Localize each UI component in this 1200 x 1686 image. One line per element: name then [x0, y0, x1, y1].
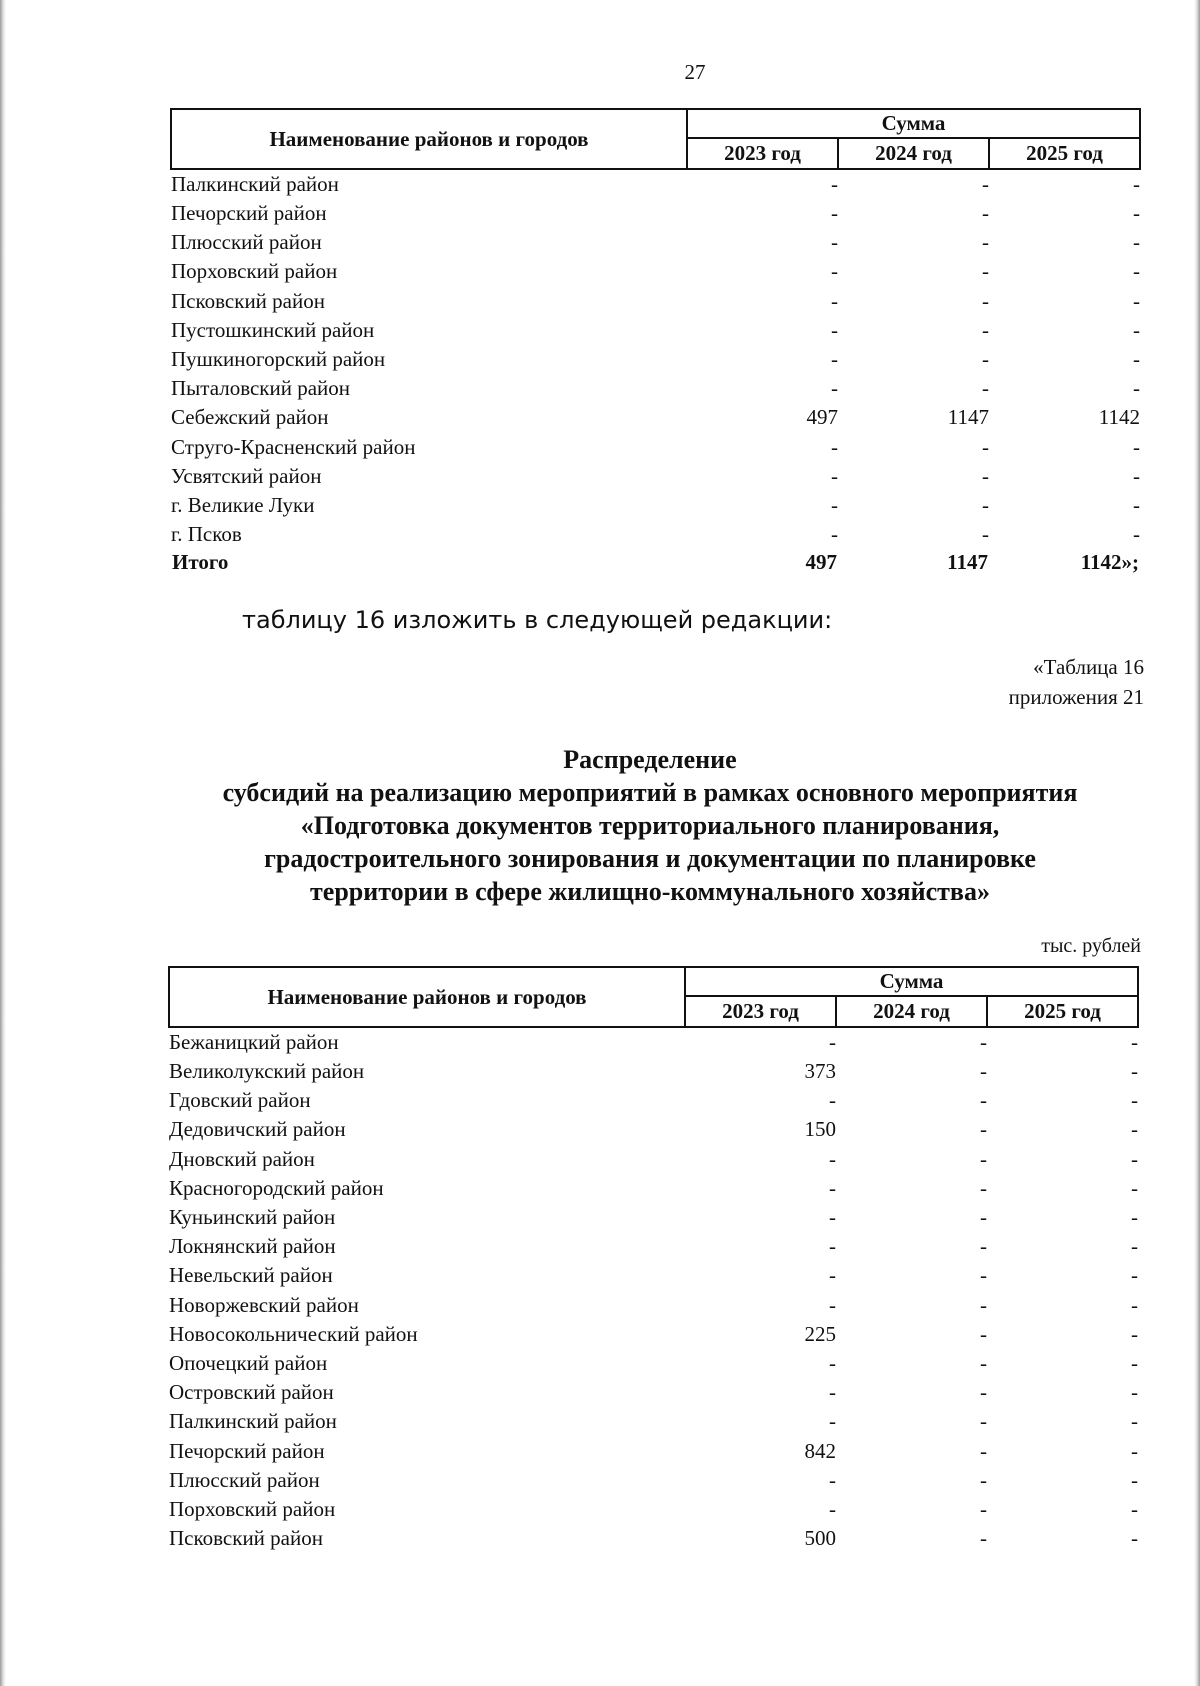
- table-row: [171, 491, 1140, 520]
- district-name-cell: г. Псков: [171, 522, 242, 547]
- value-2024-cell: -: [980, 1059, 987, 1084]
- district-name-cell: Палкинский район: [171, 172, 339, 196]
- district-name-cell: Печорский район: [169, 1438, 325, 1463]
- value-2024-cell: -: [982, 522, 989, 547]
- value-2023-cell: -: [831, 376, 838, 401]
- district-name-cell: Псковский район: [171, 288, 325, 313]
- district-name-cell: Порховский район: [171, 259, 338, 284]
- scan-edge-right: [1194, 0, 1200, 1686]
- value-2024-cell: -: [980, 1292, 987, 1317]
- table-row: [169, 1378, 1138, 1407]
- table-row: [171, 462, 1140, 491]
- table-row: [169, 1524, 1138, 1553]
- value-2024-cell: -: [982, 347, 989, 372]
- column-header-2023: 2023 год: [687, 138, 838, 169]
- table-row: [169, 1027, 1138, 1057]
- value-2023-cell: -: [829, 1409, 836, 1434]
- value-2024-cell: -: [982, 201, 989, 226]
- column-header-sum: Сумма: [685, 967, 1138, 996]
- district-name-cell: Новоржевский район: [169, 1292, 359, 1317]
- value-2025-cell: -: [1133, 201, 1141, 226]
- value-2025-cell: -: [1133, 434, 1141, 459]
- value-2024-cell: -: [980, 1438, 987, 1463]
- table-row: [169, 1145, 1138, 1174]
- table-row: [169, 1320, 1138, 1349]
- value-2023-cell: -: [829, 1350, 836, 1375]
- total-2024: 1147: [947, 550, 988, 575]
- value-2025-cell: -: [1131, 1526, 1139, 1551]
- district-name-cell: Невельский район: [169, 1263, 333, 1288]
- value-2023-cell: -: [829, 1380, 836, 1405]
- value-2023-cell: -: [829, 1205, 836, 1230]
- table-row: [171, 287, 1140, 316]
- value-2023-cell: -: [831, 317, 838, 342]
- units-label: тыс. рублей: [1041, 935, 1141, 957]
- table-row: [171, 199, 1140, 228]
- value-2025-cell: -: [1131, 1117, 1139, 1142]
- value-2024-cell: -: [980, 1467, 987, 1492]
- value-2024-cell: -: [982, 492, 989, 517]
- district-name-cell: Великолукский район: [169, 1059, 365, 1084]
- table-row: [169, 1057, 1138, 1086]
- value-2024-cell: -: [980, 1205, 987, 1230]
- district-name-cell: Псковский район: [169, 1526, 323, 1551]
- value-2024-cell: -: [980, 1321, 987, 1346]
- table-row: [171, 520, 1140, 549]
- subsidy-table-16: [168, 966, 1139, 1553]
- value-2024-cell: -: [980, 1380, 987, 1405]
- district-name-cell: Печорский район: [171, 201, 327, 226]
- column-header-2025: 2025 год: [989, 138, 1140, 169]
- table-row: [171, 228, 1140, 257]
- value-2023-cell: 497: [806, 405, 838, 430]
- table-row: [171, 345, 1140, 374]
- value-2025-cell: -: [1133, 172, 1141, 196]
- table-row: [169, 1115, 1138, 1144]
- value-2025-cell: -: [1131, 1059, 1139, 1084]
- value-2025-cell: -: [1133, 259, 1141, 284]
- table-row: [169, 1466, 1138, 1495]
- table-row: [169, 1174, 1138, 1203]
- table-row: [169, 1086, 1138, 1115]
- value-2025-cell: -: [1131, 1146, 1139, 1171]
- value-2023-cell: -: [831, 259, 838, 284]
- value-2025-cell: -: [1133, 317, 1141, 342]
- value-2023-cell: -: [831, 172, 838, 196]
- value-2025-cell: -: [1133, 463, 1141, 488]
- table-row: [169, 1232, 1138, 1261]
- value-2023-cell: 842: [804, 1438, 836, 1463]
- value-2023-cell: -: [831, 201, 838, 226]
- column-header-sum: Сумма: [687, 109, 1140, 138]
- page-number: 27: [684, 60, 706, 84]
- value-2025-cell: -: [1131, 1088, 1139, 1113]
- district-name-cell: Струго-Красненский район: [171, 434, 416, 459]
- table-row: [169, 1291, 1138, 1320]
- value-2024-cell: -: [980, 1409, 987, 1434]
- table-row: [169, 1407, 1138, 1436]
- table-row: [171, 257, 1140, 286]
- table-row: [171, 316, 1140, 345]
- district-name-cell: Локнянский район: [169, 1234, 336, 1259]
- value-2024-cell: -: [980, 1175, 987, 1200]
- district-name-cell: Гдовский район: [169, 1088, 311, 1113]
- district-name-cell: Пыталовский район: [171, 376, 351, 401]
- value-2025-cell: -: [1131, 1409, 1139, 1434]
- value-2024-cell: -: [982, 259, 989, 284]
- district-name-cell: Новосокольнический район: [169, 1321, 418, 1346]
- value-2025-cell: -: [1131, 1321, 1139, 1346]
- value-2025-cell: -: [1133, 376, 1141, 401]
- value-2025-cell: -: [1131, 1380, 1139, 1405]
- value-2024-cell: -: [980, 1496, 987, 1521]
- district-name-cell: Бежаницкий район: [169, 1030, 339, 1054]
- district-name-cell: Красногородский район: [169, 1175, 384, 1200]
- value-2023-cell: 150: [804, 1117, 836, 1142]
- district-name-cell: Пустошкинский район: [171, 317, 375, 342]
- column-header-2024: 2024 год: [836, 996, 987, 1027]
- value-2024-cell: -: [982, 317, 989, 342]
- scan-edge-left: [0, 0, 6, 1686]
- district-name-cell: Куньинский район: [169, 1205, 336, 1230]
- value-2025-cell: -: [1131, 1263, 1139, 1288]
- value-2023-cell: -: [831, 463, 838, 488]
- value-2025-cell: -: [1133, 522, 1141, 547]
- value-2025-cell: -: [1133, 492, 1141, 517]
- title-line-2: субсидий на реализацию мероприятий в рамках основного мероприятия: [222, 778, 1078, 807]
- table-row: [169, 1436, 1138, 1465]
- value-2025-cell: -: [1131, 1234, 1139, 1259]
- table-reference-line1: «Таблица 16: [1033, 655, 1144, 679]
- title-line-1: Распределение: [563, 745, 737, 774]
- total-2025: 1142»;: [1080, 550, 1140, 575]
- value-2024-cell: -: [980, 1234, 987, 1259]
- table-row: [169, 1349, 1138, 1378]
- value-2023-cell: -: [829, 1030, 836, 1054]
- value-2023-cell: -: [829, 1175, 836, 1200]
- value-2025-cell: -: [1131, 1205, 1139, 1230]
- value-2023-cell: -: [831, 492, 838, 517]
- value-2025-cell: -: [1131, 1438, 1139, 1463]
- value-2023-cell: -: [829, 1234, 836, 1259]
- value-2025-cell: -: [1133, 347, 1141, 372]
- district-name-cell: Плюсский район: [169, 1467, 320, 1492]
- table-row: [171, 433, 1140, 462]
- value-2025-cell: -: [1131, 1175, 1139, 1200]
- table-title: [150, 743, 1150, 908]
- title-line-5: территории в сфере жилищно-коммунального хозяйства»: [310, 877, 990, 906]
- value-2025-cell: -: [1131, 1030, 1139, 1054]
- district-name-cell: Себежский район: [171, 405, 329, 430]
- value-2024-cell: -: [980, 1146, 987, 1171]
- value-2023-cell: -: [831, 522, 838, 547]
- value-2025-cell: -: [1133, 288, 1141, 313]
- total-2023: 497: [805, 550, 837, 575]
- value-2024-cell: -: [982, 376, 989, 401]
- column-header-2025: 2025 год: [987, 996, 1138, 1027]
- district-name-cell: Дновский район: [169, 1146, 315, 1171]
- value-2023-cell: -: [829, 1088, 836, 1113]
- value-2023-cell: -: [831, 288, 838, 313]
- value-2024-cell: -: [980, 1117, 987, 1142]
- column-header-name: Наименование районов и городов: [169, 967, 685, 1027]
- value-2023-cell: -: [829, 1496, 836, 1521]
- value-2023-cell: 500: [804, 1526, 836, 1551]
- value-2023-cell: -: [831, 347, 838, 372]
- value-2023-cell: 225: [804, 1321, 836, 1346]
- title-line-4: градостроительного зонирования и документации по планировке: [264, 844, 1036, 873]
- column-header-2024: 2024 год: [838, 138, 989, 169]
- value-2025-cell: -: [1131, 1496, 1139, 1521]
- district-name-cell: Пушкиногорский район: [171, 347, 386, 372]
- table-row: [171, 374, 1140, 403]
- value-2024-cell: -: [982, 172, 989, 196]
- table-reference-line2: приложения 21: [1008, 685, 1144, 709]
- value-2023-cell: -: [829, 1146, 836, 1171]
- table-row: [169, 1495, 1138, 1524]
- table-row: [171, 169, 1140, 199]
- value-2024-cell: -: [982, 434, 989, 459]
- value-2024-cell: -: [980, 1350, 987, 1375]
- table-row: [169, 1261, 1138, 1290]
- table-row: [171, 403, 1140, 432]
- subsidy-table-continued: [170, 108, 1141, 576]
- value-2023-cell: -: [829, 1263, 836, 1288]
- value-2023-cell: -: [831, 434, 838, 459]
- value-2024-cell: -: [980, 1088, 987, 1113]
- value-2024-cell: -: [982, 230, 989, 255]
- value-2025-cell: -: [1131, 1350, 1139, 1375]
- amendment-instruction: таблицу 16 изложить в следующей редакции:: [242, 606, 833, 634]
- value-2023-cell: -: [831, 230, 838, 255]
- district-name-cell: Усвятский район: [171, 463, 322, 488]
- column-header-name: Наименование районов и городов: [171, 109, 687, 169]
- district-name-cell: Порховский район: [169, 1496, 336, 1521]
- district-name-cell: Палкинский район: [169, 1409, 337, 1434]
- column-header-2023: 2023 год: [685, 996, 836, 1027]
- value-2025-cell: -: [1131, 1292, 1139, 1317]
- value-2024-cell: 1147: [947, 405, 989, 430]
- table-row: [169, 1203, 1138, 1232]
- district-name-cell: Плюсский район: [171, 230, 322, 255]
- title-line-3: «Подготовка документов территориального планирования,: [300, 811, 1000, 840]
- value-2024-cell: -: [980, 1030, 987, 1054]
- value-2024-cell: -: [980, 1526, 987, 1551]
- total-label: Итого: [172, 550, 229, 575]
- district-name-cell: Дедовичский район: [169, 1117, 346, 1142]
- district-name-cell: Опочецкий район: [169, 1350, 328, 1375]
- value-2023-cell: -: [829, 1467, 836, 1492]
- district-name-cell: г. Великие Луки: [171, 492, 315, 517]
- value-2025-cell: 1142: [1098, 405, 1141, 430]
- value-2024-cell: -: [982, 288, 989, 313]
- value-2024-cell: -: [982, 463, 989, 488]
- value-2023-cell: 373: [804, 1059, 836, 1084]
- value-2025-cell: -: [1131, 1467, 1139, 1492]
- value-2023-cell: -: [829, 1292, 836, 1317]
- district-name-cell: Островский район: [169, 1380, 334, 1405]
- value-2024-cell: -: [980, 1263, 987, 1288]
- value-2025-cell: -: [1133, 230, 1141, 255]
- total-row: [171, 549, 1140, 576]
